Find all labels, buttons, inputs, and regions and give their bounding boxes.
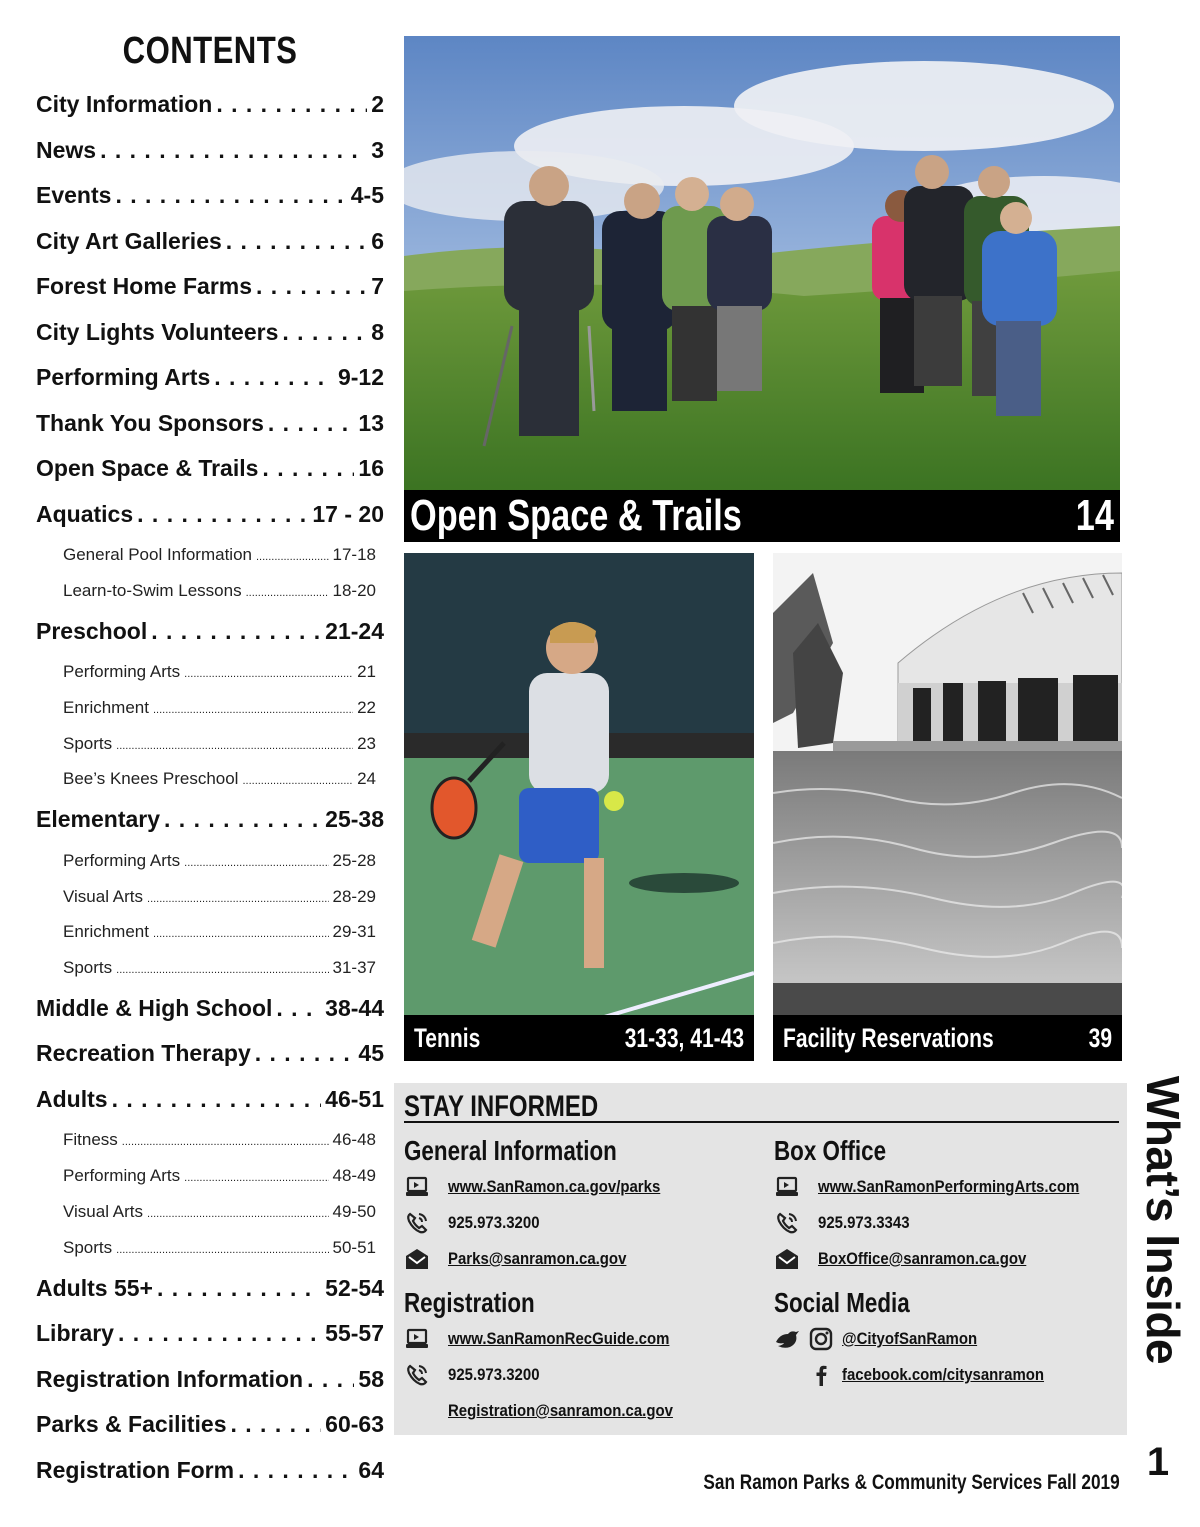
toc-entry-label: Enrichment	[63, 697, 149, 717]
envelope-icon	[774, 1247, 800, 1271]
toc-entry-page: 3	[371, 136, 384, 163]
toc-entry-label: Aquatics	[36, 500, 134, 527]
phone-icon	[774, 1211, 800, 1235]
general-info-title: General Information	[404, 1135, 617, 1166]
toc-entry-page: 13	[358, 409, 384, 436]
general-email-link[interactable]: Parks@sanramon.ca.gov	[404, 1241, 754, 1277]
toc-subentry	[36, 573, 384, 609]
toc-entry-page: 8	[371, 318, 384, 345]
tennis-caption	[404, 1015, 754, 1061]
toc-entry-page: 16	[358, 455, 384, 481]
toc-entry	[36, 173, 384, 219]
dot-leader	[256, 264, 367, 310]
phone-icon	[404, 1211, 430, 1235]
dot-leader	[276, 986, 321, 1032]
toc-subentry	[36, 950, 384, 986]
toc-entry-page: 17 - 20	[312, 500, 384, 527]
toc-entry-label: Events	[36, 182, 112, 208]
envelope-icon	[404, 1247, 430, 1271]
footer-text: San Ramon Parks & Community Services Fall 2019	[703, 1471, 1120, 1494]
toc-entry-label: Performing Arts	[36, 364, 211, 390]
toc-entry-page: 58	[358, 1365, 384, 1392]
toc-entry-label: Sports	[63, 733, 113, 753]
stay-informed-panel	[394, 1083, 1127, 1435]
toc-entry-label: Forest Home Farms	[36, 273, 253, 299]
toc-entry	[36, 609, 384, 655]
toc-entry-page: 6	[371, 227, 384, 254]
facility-caption	[773, 1015, 1122, 1061]
dot-leader	[242, 761, 353, 797]
dot-leader	[246, 573, 329, 609]
toc-entry-page: 4-5	[350, 182, 384, 208]
open-space-label: Open Space & Trails	[410, 491, 742, 540]
toc-entry-page: 46-48	[332, 1130, 376, 1150]
toc-entry-page: 21-24	[325, 617, 384, 644]
toc-entry-label: Adults	[36, 1085, 108, 1112]
toc-entry-page: 29-31	[332, 922, 376, 942]
laptop-icon	[774, 1175, 800, 1199]
toc-entry	[36, 355, 384, 401]
tennis-photo	[404, 553, 754, 1061]
toc-entry-label: News	[36, 136, 97, 163]
toc-subentry	[36, 654, 384, 690]
toc-entry	[36, 82, 384, 128]
toc-subentry	[36, 879, 384, 915]
toc-entry	[36, 1077, 384, 1123]
laptop-icon	[404, 1175, 430, 1199]
toc-entry	[36, 492, 384, 538]
toc-entry-label: City Information	[36, 91, 213, 117]
social-media-title: Social Media	[774, 1287, 910, 1318]
camera-icon	[808, 1327, 834, 1351]
dot-leader	[115, 173, 346, 219]
toc-entry-label: Visual Arts	[63, 1202, 144, 1222]
toc-entry-label: Visual Arts	[63, 886, 144, 906]
toc-subentry	[36, 1122, 384, 1158]
toc-entry-page: 55-57	[325, 1320, 384, 1347]
toc-entry-label: Adults 55+	[36, 1274, 153, 1301]
dot-leader	[147, 879, 329, 915]
toc-entry-page: 28-29	[332, 886, 376, 906]
toc-subentry	[36, 690, 384, 726]
toc-entry-label: Performing Arts	[63, 1166, 181, 1186]
toc-entry-page: 7	[371, 273, 384, 299]
toc-entry	[36, 986, 384, 1032]
toc-entry-label: Fitness	[63, 1130, 118, 1150]
dot-leader	[238, 1448, 354, 1494]
dot-leader	[214, 355, 334, 401]
open-space-photo	[404, 36, 1120, 542]
box-office-title: Box Office	[774, 1135, 887, 1166]
registration-web-link[interactable]: www.SanRamonRecGuide.com	[404, 1321, 754, 1357]
left-contacts-column	[404, 1133, 754, 1429]
dot-leader	[122, 1122, 329, 1158]
dot-leader	[164, 797, 321, 843]
page-number: 1	[1146, 1440, 1170, 1484]
open-space-caption	[404, 490, 1120, 542]
toc-entry-page: 18-20	[332, 580, 376, 600]
dot-leader	[153, 914, 329, 950]
toc-entry-page: 60-63	[325, 1411, 384, 1438]
facility-photo-image	[773, 553, 1122, 1061]
toc-entry-page: 23	[357, 733, 376, 753]
toc-subentry	[36, 843, 384, 879]
bird-icon	[774, 1327, 800, 1351]
toc-entry-label: Open Space & Trails	[36, 455, 259, 481]
phone-icon	[404, 1363, 430, 1387]
contents-title: CONTENTS	[122, 30, 298, 72]
stay-informed-title: STAY INFORMED	[404, 1089, 1119, 1123]
whats-inside-label: What’s Inside	[1137, 1075, 1189, 1365]
dot-leader	[268, 401, 355, 447]
dot-leader	[118, 1311, 321, 1357]
facebook-link[interactable]: facebook.com/citysanramon	[774, 1357, 1124, 1393]
dot-leader	[116, 1230, 328, 1266]
open-space-page: 14	[1075, 491, 1114, 540]
toc-entry-page: 64	[358, 1456, 384, 1483]
dot-leader	[116, 950, 328, 986]
toc-entry-page: 49-50	[332, 1202, 376, 1222]
facebook-icon	[808, 1363, 834, 1387]
laptop-icon	[404, 1327, 430, 1351]
toc-entry-page: 24	[357, 769, 376, 789]
toc-entry-label: Preschool	[36, 617, 148, 644]
toc-entry-page: 52-54	[325, 1274, 384, 1301]
toc-entry-label: Elementary	[36, 806, 161, 833]
dot-leader	[216, 82, 367, 128]
registration-title: Registration	[404, 1287, 535, 1318]
facility-photo	[773, 553, 1122, 1061]
toc-entry-label: Parks & Facilities	[36, 1411, 227, 1438]
toc-subentry	[36, 1194, 384, 1230]
toc-entry-label: Learn-to-Swim Lessons	[63, 580, 242, 600]
dot-leader	[153, 690, 353, 726]
hikers-photo-image	[404, 36, 1120, 542]
toc-entry	[36, 446, 384, 492]
dot-leader	[100, 128, 367, 174]
dot-leader	[184, 1158, 328, 1194]
toc-entry	[36, 264, 384, 310]
toc-entry-page: 45	[358, 1040, 384, 1067]
toc-entry-page: 46-51	[325, 1085, 384, 1112]
social-handle-link[interactable]: @CityofSanRamon	[774, 1321, 1124, 1357]
box-office-email-link[interactable]: BoxOffice@sanramon.ca.gov	[774, 1241, 1124, 1277]
toc-entry	[36, 1448, 384, 1494]
toc-entry-page: 48-49	[332, 1166, 376, 1186]
dot-leader	[255, 1031, 355, 1077]
toc-entry-label: City Art Galleries	[36, 227, 222, 254]
general-web-link[interactable]: www.SanRamon.ca.gov/parks	[404, 1169, 754, 1205]
dot-leader	[184, 843, 328, 879]
toc-entry-label: Registration Information	[36, 1365, 304, 1392]
dot-leader	[256, 537, 329, 573]
dot-leader	[112, 1077, 322, 1123]
dot-leader	[231, 1402, 322, 1448]
dot-leader	[147, 1194, 329, 1230]
dot-leader	[157, 1266, 321, 1312]
dot-leader	[116, 726, 353, 762]
dot-leader	[137, 492, 308, 538]
toc-entry	[36, 310, 384, 356]
toc-entry-page: 31-37	[332, 958, 376, 978]
toc-entry-label: Recreation Therapy	[36, 1040, 251, 1067]
toc-entry-label: Performing Arts	[63, 662, 181, 682]
toc-entry	[36, 1311, 384, 1357]
toc-entry-page: 21	[357, 662, 376, 682]
right-contacts-column	[774, 1133, 1124, 1393]
toc-entry	[36, 1031, 384, 1077]
toc-entry-label: Library	[36, 1320, 114, 1347]
registration-email-link[interactable]: Registration@sanramon.ca.gov	[448, 1401, 673, 1420]
toc-entry-label: Performing Arts	[63, 850, 181, 870]
toc-entry-label: Thank You Sponsors	[36, 409, 264, 436]
toc-entry-page: 17-18	[332, 545, 376, 564]
toc-entry-label: Registration Form	[36, 1456, 235, 1483]
toc-entry-page: 9-12	[337, 364, 384, 390]
toc-entry-page: 25-28	[332, 850, 376, 870]
toc-entry-label: Bee’s Knees Preschool	[63, 769, 239, 789]
toc-entry-label: Enrichment	[63, 922, 149, 942]
toc-subentry	[36, 761, 384, 797]
toc-entry	[36, 128, 384, 174]
toc-entry-page: 2	[371, 91, 384, 117]
tennis-page: 31-33, 41-43	[624, 1022, 744, 1053]
dot-leader	[262, 446, 354, 492]
dot-leader	[151, 609, 321, 655]
toc-entry-page: 22	[357, 697, 376, 717]
toc-subentry	[36, 914, 384, 950]
toc-entry	[36, 1357, 384, 1403]
box-office-web-link[interactable]: www.SanRamonPerformingArts.com	[774, 1169, 1124, 1205]
toc-entry-page: 50-51	[332, 1237, 376, 1257]
dot-leader	[226, 219, 367, 265]
toc-entry-label: Sports	[63, 958, 113, 978]
tennis-photo-image	[404, 553, 754, 1061]
toc-entry	[36, 219, 384, 265]
facility-page: 39	[1088, 1022, 1112, 1053]
box-office-phone[interactable]: 925.973.3343	[774, 1205, 1124, 1241]
toc-entry-label: Sports	[63, 1237, 113, 1257]
toc-entry-page: 38-44	[325, 994, 384, 1021]
toc-entry-label: General Pool Information	[63, 545, 252, 564]
toc-entry	[36, 1402, 384, 1448]
toc-entry	[36, 401, 384, 447]
table-of-contents	[36, 28, 384, 1493]
toc-subentry	[36, 726, 384, 762]
toc-subentry	[36, 1158, 384, 1194]
toc-entry-page: 25-38	[325, 806, 384, 833]
dot-leader	[307, 1357, 354, 1403]
toc-entry-label: City Lights Volunteers	[36, 318, 279, 345]
tennis-label: Tennis	[414, 1022, 481, 1053]
toc-entry-label: Middle & High School	[36, 994, 273, 1021]
general-phone[interactable]: 925.973.3200	[404, 1205, 754, 1241]
toc-entry	[36, 1266, 384, 1312]
toc-subentry	[36, 537, 384, 573]
contents-list	[36, 82, 384, 1493]
registration-phone[interactable]: 925.973.3200	[404, 1357, 754, 1393]
facility-label: Facility Reservations	[783, 1022, 994, 1053]
toc-entry	[36, 797, 384, 843]
toc-subentry	[36, 1230, 384, 1266]
dot-leader	[282, 310, 367, 356]
dot-leader	[184, 654, 353, 690]
